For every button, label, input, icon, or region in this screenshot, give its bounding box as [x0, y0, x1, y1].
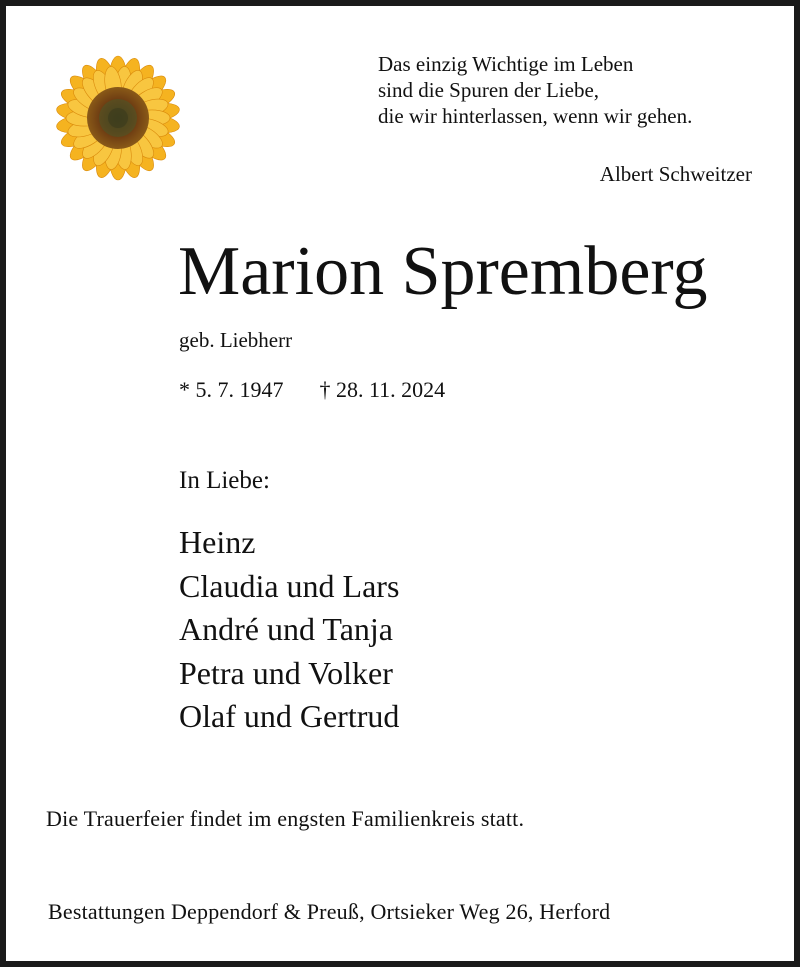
sunflower-icon — [52, 52, 184, 184]
maiden-name: geb. Liebherr — [179, 328, 293, 352]
mourner-name: Petra und Volker — [179, 654, 393, 691]
death-date: † 28. 11. 2024 — [319, 377, 446, 402]
quote — [378, 51, 758, 129]
life-dates — [179, 377, 445, 403]
undertaker-info: Bestattungen Deppendorf & Preuß, Ortsieker Weg 26, Herford — [48, 899, 611, 924]
quote-line: Das einzig Wichtige im Leben — [378, 52, 634, 76]
service-notice: Die Trauerfeier findet im engsten Familienkreis statt. — [46, 806, 525, 831]
quote-line: die wir hinterlassen, wenn wir gehen. — [378, 104, 693, 128]
mourner-name: Olaf und Gertrud — [179, 698, 400, 734]
mourners-intro: In Liebe: — [179, 467, 270, 494]
quote-line: sind die Spuren der Liebe, — [378, 78, 600, 102]
birth-date: * 5. 7. 1947 — [179, 377, 284, 402]
mourner-name: André und Tanja — [179, 611, 393, 647]
quote-author: Albert Schweitzer — [599, 162, 752, 186]
mourners-list — [179, 521, 399, 739]
mourner-name: Claudia und Lars — [179, 567, 400, 604]
mourner-name: Heinz — [179, 524, 256, 560]
deceased-name: Marion Spremberg — [178, 233, 708, 310]
